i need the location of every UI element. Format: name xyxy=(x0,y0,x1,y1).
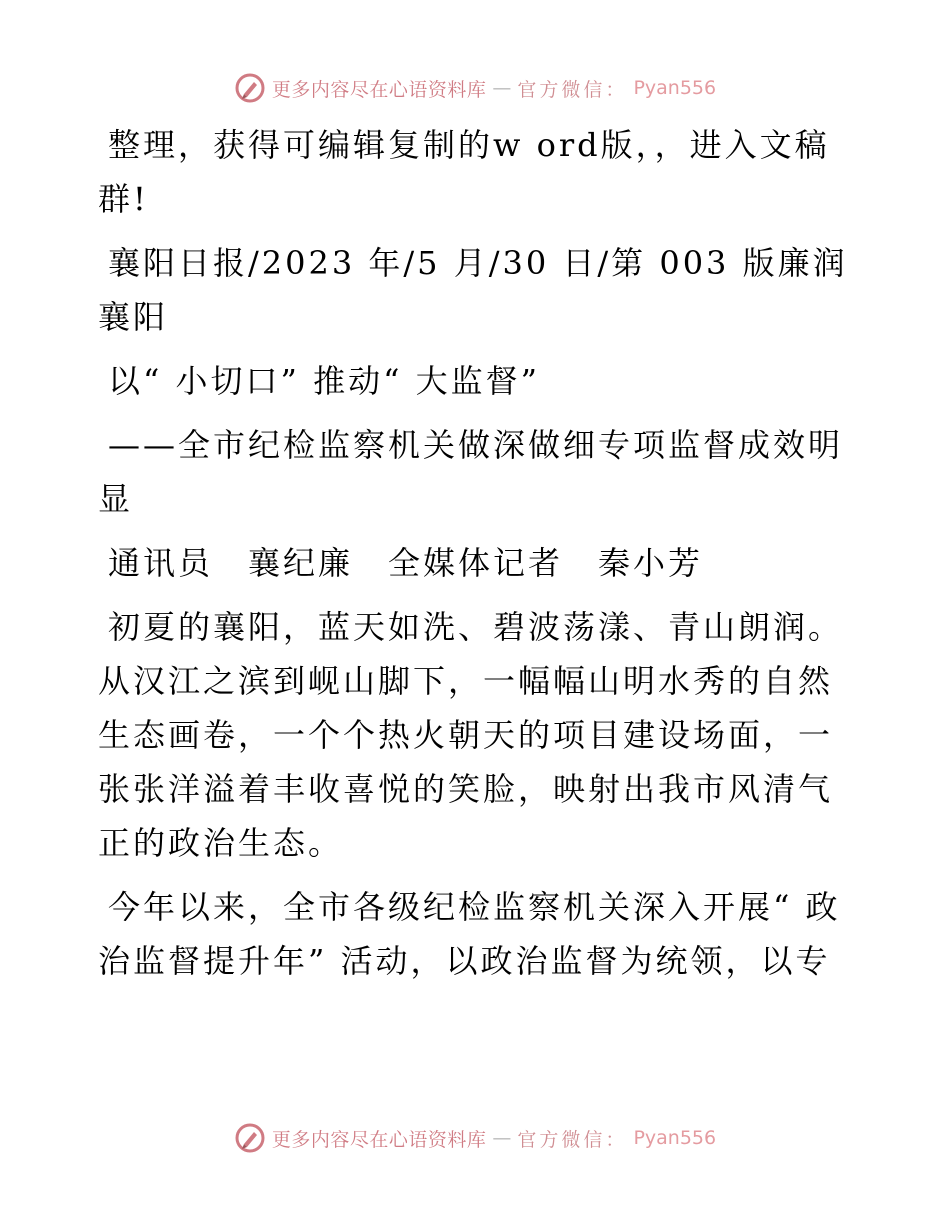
footer-watermark xyxy=(0,1122,950,1154)
article-byline: 通讯员 襄纪廉 全媒体记者 秦小芳 xyxy=(108,544,704,582)
watermark-text: 更多内容尽在心语资料库 xyxy=(271,78,487,101)
watermark-label: 官方微信： xyxy=(517,78,628,101)
watermark-id: Pyan556 xyxy=(633,1127,717,1149)
watermark-text: 更多内容尽在心语资料库 xyxy=(271,1128,487,1151)
paragraph-source: 襄阳日报/2023 年/5 月/30 日/第 003 版廉润襄阳 xyxy=(98,244,848,336)
article-subtitle: ——全市纪检监察机关做深做细专项监督成效明显 xyxy=(98,426,844,518)
pen-logo-icon xyxy=(234,1122,266,1154)
watermark-label: 官方微信： xyxy=(517,1128,628,1151)
watermark-separator: — xyxy=(492,77,512,99)
paragraph-intro: 整理，获得可编辑复制的w ord版，，进入文稿群! xyxy=(98,126,830,218)
paragraph-body-2: 今年以来，全市各级纪检监察机关深入开展“ 政治监督提升年” 活动，以政治监督为统领，以专 xyxy=(98,888,841,980)
watermark-separator: — xyxy=(492,1127,512,1149)
document-body xyxy=(98,118,850,998)
pen-logo-icon xyxy=(234,72,266,104)
paragraph-body-1: 初夏的襄阳，蓝天如洗、碧波荡漾、青山朗润。从汉江之滨到岘山脚下，一幅幅山明水秀的自然生态画卷，一个个热火朝天的项目建设场面，一张张洋溢着丰收喜悦的笑脸，映射出我市风清气正的政治生态。 xyxy=(98,608,844,862)
watermark-id: Pyan556 xyxy=(633,77,717,99)
article-title: 以“ 小切口” 推动“ 大监督” xyxy=(108,362,540,400)
header-watermark xyxy=(0,72,950,104)
